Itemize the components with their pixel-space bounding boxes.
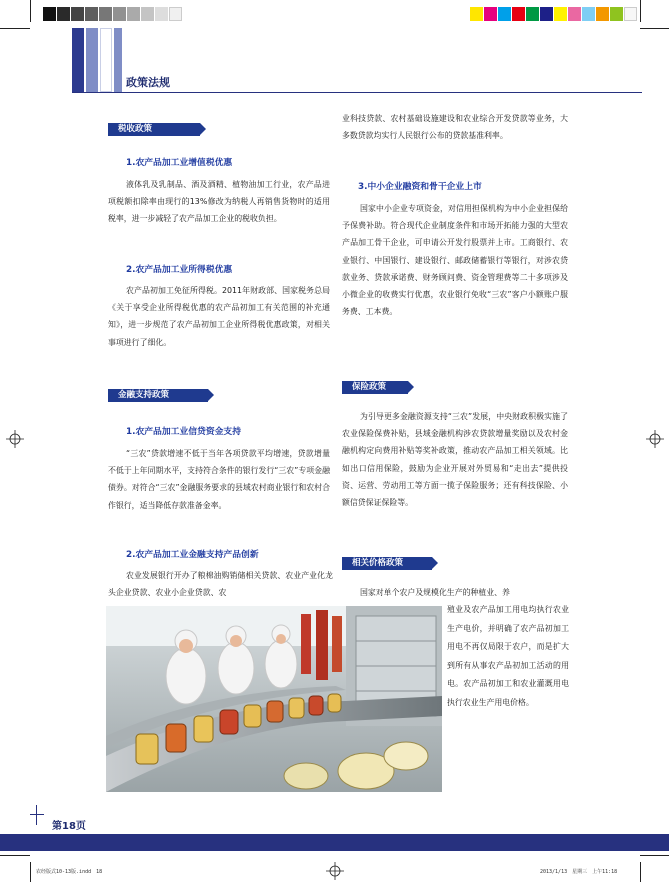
paragraph-price: 殖业及农产品加工用电均执行农业生产电价，并明确了农产品初加工用电不再仅局限于农户，而是扩大到所有从事农产品初加工活动的用电。农产品初加工和农业灌溉用电执行农业生产用电价格。 <box>447 605 569 707</box>
registration-mark-icon <box>326 862 344 880</box>
section-label: 政策法规 <box>126 76 170 89</box>
slug-right: 2013/1/13 星期三 上午11:18 <box>540 869 618 875</box>
subhead-sme: 3.中小企业融资和骨干企业上市 <box>358 182 482 192</box>
page-number: 第18页 <box>52 821 86 832</box>
tag-finance-policy: 金融支持政策 <box>108 389 208 402</box>
slug-left: 农经版式10-13版.indd 18 <box>36 869 103 875</box>
tag-tax-policy: 税收政策 <box>108 123 200 136</box>
paragraph-income-tax: 农产品初加工免征所得税。2011年财政部、国家税务总局《关于享受企业所得税优惠的农产品初加工有关范围的补充通知》，进一步规范了农产品初加工企业所得税优惠政策，对相关事项进行了细化。 <box>108 286 330 347</box>
paragraph-credit-cont: 业科技贷款、农村基础设施建设和农业综合开发贷款等业务，大多数贷款均实行人民银行公布的贷款基准利率。 <box>342 114 568 141</box>
subhead-credit: 1.农产品加工业信贷资金支持 <box>126 427 242 437</box>
registration-mark-icon <box>646 430 664 448</box>
factory-production-line-photo <box>106 606 442 792</box>
paragraph-insurance: 为引导更多金融资源支持“三农”发展，中央财政积极实施了农业保险保费补贴，县域金融机构涉农贷款增量奖励以及农村金融机构定向费用补贴等奖补政策，推动农产品加工相关领域。比如出口信用保险，鼓励为企业开展对外贸易和“走出去”提供投资、运营、劳动用工等方面一揽子保险服务；还有科技保险、小额信贷保证保险等。 <box>342 412 568 508</box>
subhead-income-tax: 2.农产品加工业所得税优惠 <box>126 265 233 275</box>
footer-rule <box>30 814 44 815</box>
paragraph-price-line1: 国家对单个农户及规模化生产的种植业、养 <box>360 588 510 597</box>
paragraph-vat: 液体乳及乳制品、酒及酒精、植物油加工行业，农产品进项税额扣除率由现行的13%修改为纳税人再销售货物时的适用税率，进一步减轻了农产品加工企业的税收负担。 <box>108 180 330 224</box>
footer-rule <box>36 805 37 825</box>
subhead-vat: 1.农产品加工业增值税优惠 <box>126 158 233 168</box>
footer-bar <box>0 834 669 851</box>
subhead-innovation: 2.农产品加工业金融支持产品创新 <box>126 550 259 560</box>
registration-mark-icon <box>6 430 24 448</box>
paragraph-sme: 国家中小企业专项资金，对信用担保机构为中小企业担保给予保费补助。符合现代企业制度条件和市场开拓能力强的大型农产品加工骨干企业，可申请公开发行股票并上市。工商银行、农业银行、中国银行、建设银行、邮政储蓄银行等银行，对涉农贷款业务、贷款承诺费、财务顾问费、资金管理费等二十多项涉及小微企业的收费实行优惠，农业银行免收“三农”客户小额账户服务费、工本费。 <box>342 204 568 317</box>
tag-insurance-policy: 保险政策 <box>342 381 408 394</box>
paragraph-credit: “三农”贷款增速不低于当年各项贷款平均增速，贷款增量不低于上年同期水平，支持符合条件的银行发行“三农”专项金融债券。对符合“三农”金融服务要求的县域农村商业银行和农村合作银行，适当降低存款准备金率。 <box>108 449 330 510</box>
paragraph-innovation: 农业发展银行开办了粮棉油购销储相关贷款、农业产业化龙头企业贷款、农业小企业贷款、农 <box>108 571 333 598</box>
tag-price-policy: 相关价格政策 <box>342 557 432 570</box>
